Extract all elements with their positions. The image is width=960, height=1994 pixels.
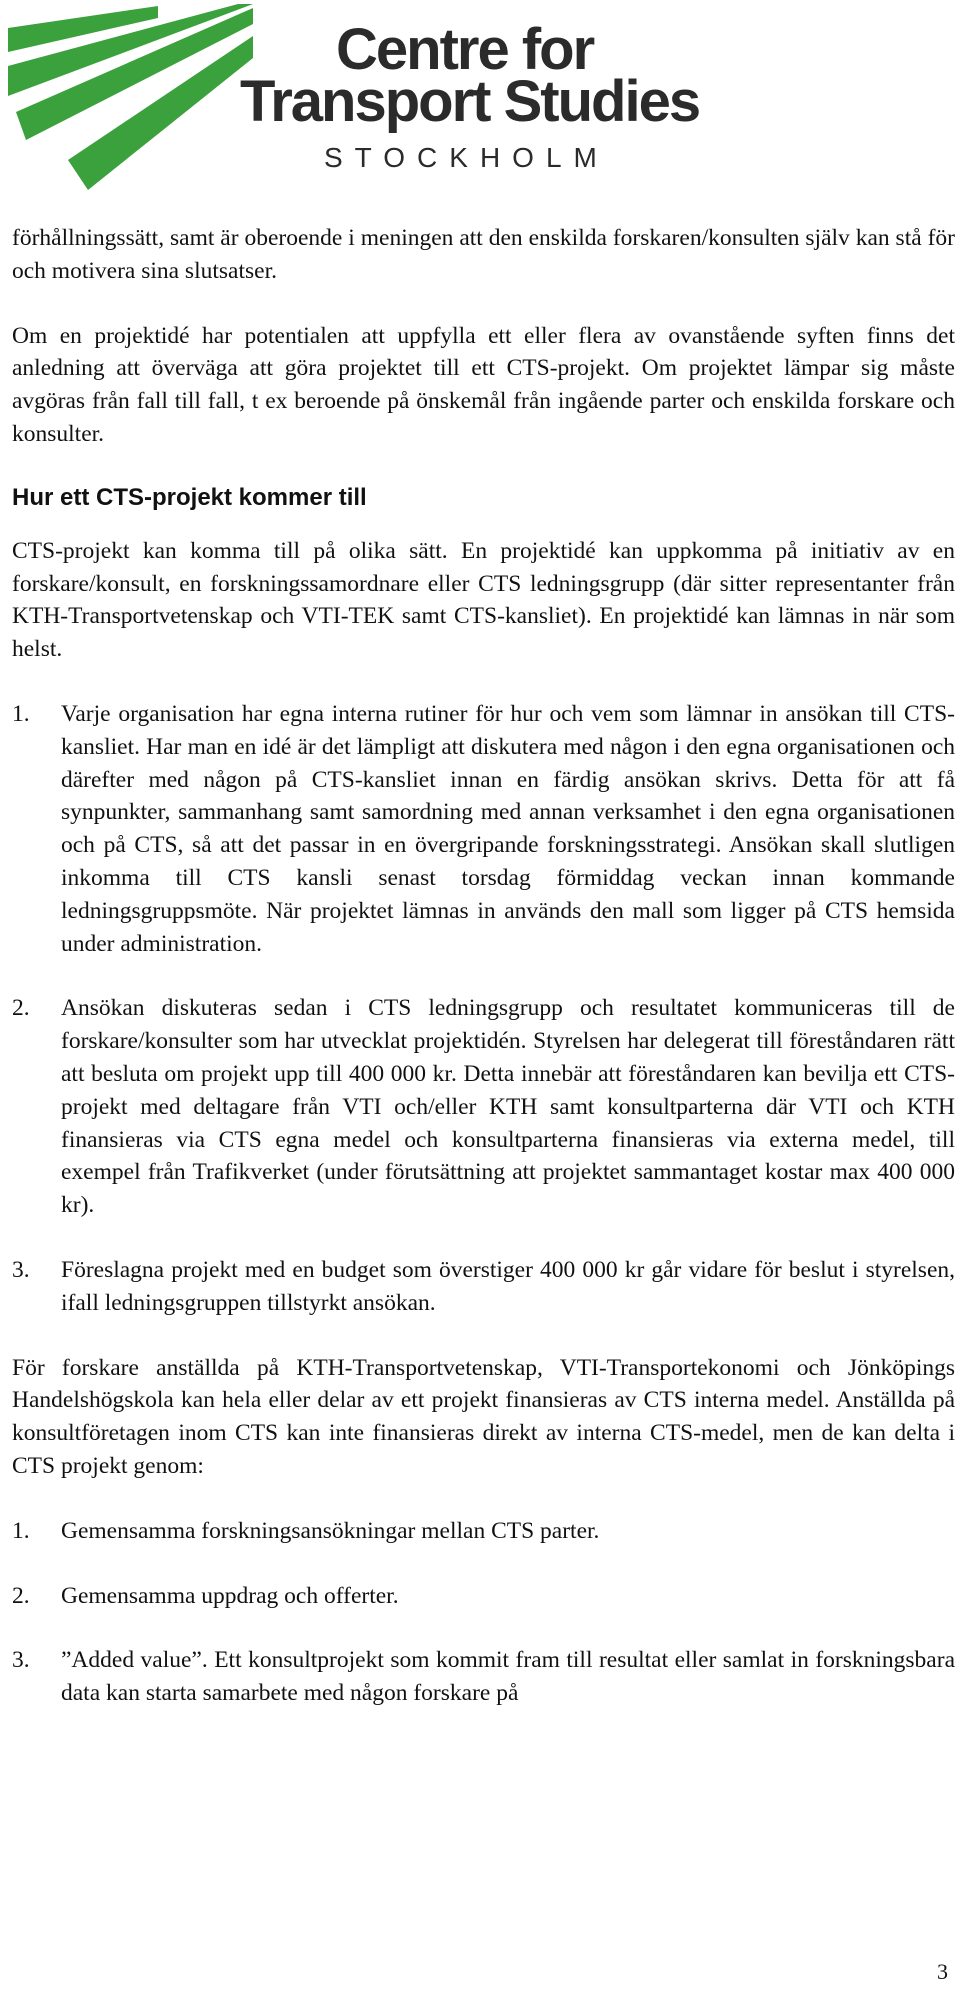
page-number: 3 (937, 1959, 948, 1984)
paragraph-how-projects-start: CTS-projekt kan komma till på olika sätt. En projektidé kan uppkomma på initiativ av en forskare/konsult, en forskningssamordnare eller CTS ledningsgrupp (där sitter representanter från KTH-Transportvetenskap och VTI-TEK samt CTS-kansliet). En projektidé kan lämnas in när som helst. (12, 537, 955, 663)
paragraph-project-idea: Om en projektidé har potentialen att uppfylla ett eller flera av ovanstående syften finns det anledning att överväga att göra projektet till ett CTS-projekt. Om projektet lämpar sig måste avgöras från fall till fall, t ex beroende på önskemål från ingående parter och enskilda forskare och konsulter. (12, 322, 955, 447)
list-text: Föreslagna projekt med en budget som överstiger 400 000 kr går vidare för beslut i styrelsen, ifall ledningsgruppen tillstyrkt ansökan. (61, 1256, 955, 1316)
list-item (12, 1644, 955, 1710)
list-number: 2. (12, 1582, 30, 1609)
list-number: 1. (12, 1517, 30, 1544)
list-number: 3. (12, 1256, 30, 1283)
logo-text-line1: Centre for (336, 17, 594, 82)
list-item (12, 1254, 955, 1320)
list-number: 2. (12, 995, 30, 1022)
logo-text-line2: Transport Studies (240, 69, 700, 134)
list-text: ”Added value”. Ett konsultprojekt som kommit fram till resultat eller samlat in forskningsbara data kan starta samarbete med någon forskare på (61, 1647, 955, 1707)
list-item (12, 992, 955, 1222)
paragraph-intro-continuation: förhållningssätt, samt är oberoende i meningen att den enskilda forskaren/konsulten själv kan stå för och motivera sina slutsatser. (12, 225, 955, 284)
logo-city-text: STOCKHOLM (324, 142, 609, 173)
document-body (12, 222, 955, 1710)
section-heading: Hur ett CTS-projekt kommer till (12, 483, 367, 511)
list-item (12, 1580, 955, 1613)
list-item (12, 1515, 955, 1548)
list-text: Ansökan diskuteras sedan i CTS ledningsgrupp och resultatet kommuniceras till de forskare/konsulter som har utvecklat projektidén. Styrelsen har delegerat till föreståndaren rätt att besluta om projekt upp till 400 000 kr. Detta innebär att föreståndaren kan bevilja ett CTS-projekt med deltagare från VTI och/eller KTH samt konsultparterna där VTI och KTH finansieras via CTS egna medel och konsultparterna finansieras via externa medel, till exempel från Trafikverket (under förutsättning att projektet sammantaget kostar max 400 000 kr). (61, 995, 955, 1219)
list-number: 3. (12, 1647, 30, 1674)
list-text: Varje organisation har egna interna rutiner för hur och vem som lämnar in ansökan till CTS-kansliet. Har man en idé är det lämpligt att diskutera med någon i den egna organisationen och därefter med någon på CTS-kansliet innan en färdig ansökan skrivs. Detta för att få synpunkter, sammanhang samt samordning med annan verksamhet i den egna organisationen och på CTS, så att det passar in en övergripande forskningsstrategi. Ansökan skall slutligen inkomma till CTS kansli senast torsdag förmiddag veckan innan kommande ledningsgruppsmöte. När projektet lämnas in används den mall som ligger på CTS hemsida under administration. (61, 700, 955, 957)
list-item (12, 698, 955, 960)
list-text: Gemensamma uppdrag och offerter. (61, 1582, 399, 1609)
list-number: 1. (12, 700, 30, 727)
paragraph-financing: För forskare anställda på KTH-Transportvetenskap, VTI-Transportekonomi och Jönköpings Handelshögskola kan hela eller delar av ett projekt finansieras av CTS interna medel. Anställda på konsultföretagen inom CTS kan inte finansieras direkt av interna CTS-medel, men de kan delta i CTS projekt genom: (12, 1354, 955, 1479)
cts-logo (8, 0, 708, 200)
list-text: Gemensamma forskningsansökningar mellan CTS parter. (61, 1517, 600, 1544)
